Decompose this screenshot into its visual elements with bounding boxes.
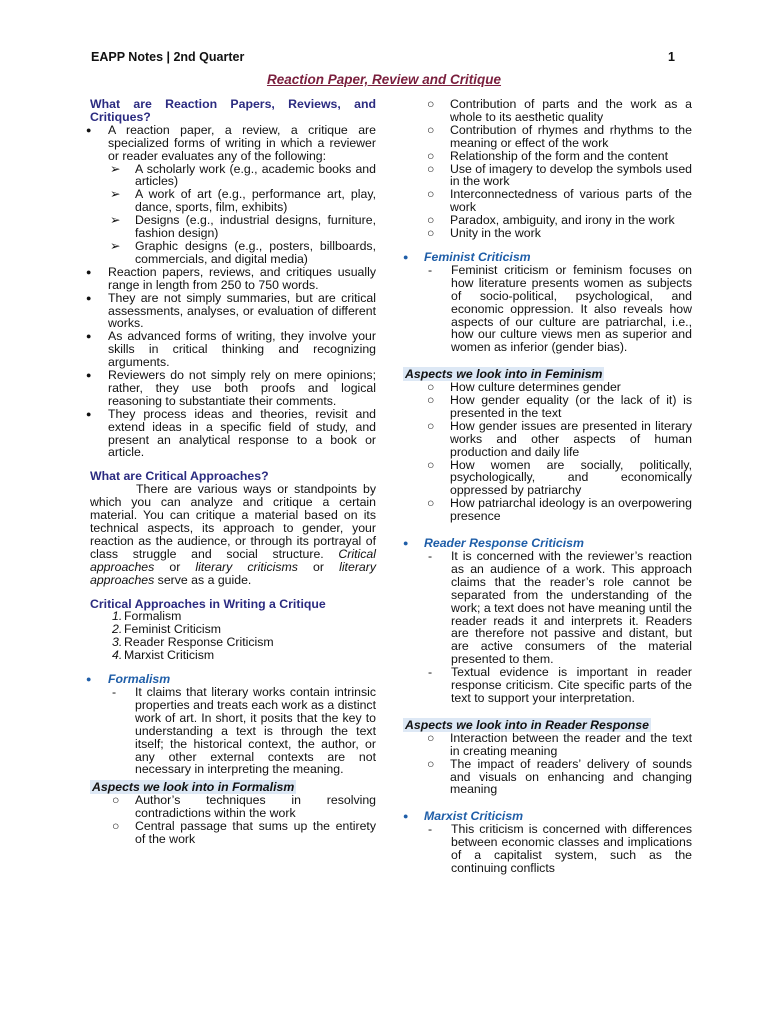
list-item-text: Use of imagery to develop the symbols used in the work <box>450 161 692 189</box>
circle-bullet-icon: ○ <box>427 213 435 228</box>
arrow-bullet-icon: ➢ <box>110 238 121 253</box>
circle-bullet-icon: ○ <box>427 97 435 111</box>
list-item <box>90 820 376 846</box>
list-item <box>90 163 376 189</box>
list-item <box>403 227 692 240</box>
circle-bullet-icon: ○ <box>427 380 435 395</box>
bullet-icon: ● <box>86 124 92 135</box>
list-item-text: Formalism <box>124 609 182 624</box>
list-item-text: Contribution of rhymes and rhythms to the meaning or effect of the work <box>450 122 692 150</box>
paragraph-text: There are various ways or standpoints by which you can analyze and critique a certain material. You can critique a material based on its technical aspects, its approach to gender, your reaction as the audience, or through its portrayal of class struggle and social structure. <box>90 482 376 561</box>
list-item-text: They process ideas and theories, revisit and extend ideas in a specific field of study, and present an analytical response to a book or article. <box>108 406 376 460</box>
list-item-text: How culture determines gender <box>450 380 621 395</box>
list-item <box>403 459 692 498</box>
circle-bullet-icon: ○ <box>427 122 435 137</box>
list-item <box>86 290 376 331</box>
circle-bullet-icon: ○ <box>427 226 435 241</box>
circle-bullet-icon: ○ <box>427 730 435 745</box>
bullet-icon: ● <box>86 331 92 342</box>
section-heading-critical-approaches: What are Critical Approaches? <box>90 469 269 484</box>
list-item <box>403 420 692 459</box>
arrow-bullet-icon: ➢ <box>110 161 121 176</box>
bullet-icon: ● <box>403 538 409 549</box>
circle-bullet-icon: ○ <box>427 756 435 771</box>
list-item <box>86 368 376 408</box>
circle-bullet-icon: ○ <box>427 161 435 176</box>
list-item-text: It claims that literary works contain intrinsic properties and treats each work as a distinct work of art. In short, it posits that the key to understanding a text is through the text itself; the historical context, the author, or any other external contexts are not necessary in interpreting the meaning. <box>135 684 376 777</box>
list-item-text: Unity in the work <box>450 226 541 241</box>
bullet-icon: ● <box>86 674 92 685</box>
term-literary-approaches: literary approaches <box>90 559 376 587</box>
circle-bullet-icon: ○ <box>112 819 120 834</box>
list-item <box>403 758 692 797</box>
term-literary-criticisms: literary criticisms <box>195 559 298 574</box>
list-item-text: Paradox, ambiguity, and irony in the work <box>450 213 675 228</box>
section-heading-reaction-papers: What are Reaction Papers, Reviews, and Critiques? <box>90 97 376 124</box>
list-item <box>90 794 376 820</box>
list-item <box>403 732 692 758</box>
circle-bullet-icon: ○ <box>112 793 120 808</box>
list-item-text: A scholarly work (e.g., academic books and articles) <box>135 161 376 189</box>
list-item <box>403 666 692 705</box>
arrow-bullet-icon: ➢ <box>110 213 121 228</box>
critical-approaches-paragraph <box>90 483 376 586</box>
list-item <box>86 122 376 163</box>
left-column <box>86 97 376 846</box>
bullet-icon: ● <box>86 370 92 381</box>
bullet-icon: ● <box>86 408 92 419</box>
list-item-text: They are not simply summaries, but are critical assessments, analyses, or evaluation of different works. <box>108 290 376 331</box>
list-item <box>403 214 692 227</box>
list-item-text: The impact of readers’ delivery of sounds and visuals on enhancing and changing meaning <box>450 756 692 797</box>
highlighted-heading: Aspects we look into in Feminism <box>405 367 603 382</box>
section-heading-approaches-list: Critical Approaches in Writing a Critique <box>90 596 326 611</box>
list-item-text: Interaction between the reader and the text in creating meaning <box>450 730 692 758</box>
list-item <box>86 329 376 370</box>
list-item-text: Contribution of parts and the work as a whole to its aesthetic quality <box>450 97 692 124</box>
list-item-text: Textual evidence is important in reader response criticism. Cite specific parts of the text to support your interpretation. <box>451 665 692 705</box>
list-item <box>90 686 376 776</box>
list-item-text: Reaction papers, reviews, and critiques usually range in length from 250 to 750 words. <box>108 264 376 292</box>
list-item-text: How gender equality (or the lack of it) is presented in the text <box>450 393 692 420</box>
bullet-icon: ● <box>86 266 92 277</box>
list-item-text: Author’s techniques in resolving contradictions within the work <box>135 793 376 821</box>
page-header-title: EAPP Notes | 2nd Quarter <box>91 50 245 64</box>
circle-bullet-icon: ○ <box>427 187 435 202</box>
list-item <box>90 188 376 214</box>
arrow-bullet-icon: ➢ <box>110 187 121 202</box>
dash-bullet-icon: - <box>112 684 117 699</box>
list-item <box>403 163 692 189</box>
dash-bullet-icon: - <box>428 549 433 563</box>
list-number: 4. <box>112 648 123 663</box>
dash-bullet-icon: - <box>428 665 433 680</box>
list-item-text: How women are socially, politically, psychologically, and economically oppressed by patriarchy <box>450 457 692 498</box>
heading-text: Reader Response Criticism <box>424 536 584 551</box>
list-number: 1. <box>112 609 123 624</box>
paragraph-text: or <box>154 559 196 574</box>
dash-bullet-icon: - <box>428 262 433 277</box>
term-critical-approaches: Critical approaches <box>90 546 376 574</box>
list-item-text: Central passage that sums up the entirety of the work <box>135 819 376 846</box>
list-item <box>403 188 692 214</box>
circle-bullet-icon: ○ <box>427 393 435 408</box>
list-item-text: Marxist Criticism <box>124 648 215 663</box>
dash-bullet-icon: - <box>428 822 433 837</box>
list-number: 2. <box>112 622 123 637</box>
list-item <box>90 214 376 240</box>
list-item <box>403 124 692 150</box>
list-item-text: A reaction paper, a review, a critique are specialized forms of writing in which a reviewer or reader evaluates any of the following: <box>108 122 376 163</box>
list-item-text: A work of art (e.g., performance art, play, dance, sports, film, exhibits) <box>135 187 376 215</box>
circle-bullet-icon: ○ <box>427 496 435 511</box>
list-item-text: Feminist Criticism <box>124 622 222 637</box>
circle-bullet-icon: ○ <box>427 418 435 433</box>
right-column <box>403 98 692 875</box>
list-item-text: Interconnectedness of various parts of the work <box>450 187 692 215</box>
paragraph-text: serve as a guide. <box>154 572 252 587</box>
highlighted-heading: Aspects we look into in Reader Response <box>405 717 649 732</box>
list-item-text: How gender issues are presented in literary works and other aspects of human production and daily life <box>450 418 692 459</box>
list-item-text: This criticism is concerned with differences between economic classes and implications of a capitalist system, such as the continuing conflicts <box>451 822 692 875</box>
paragraph-text: or <box>297 559 340 574</box>
list-item-text: Designs (e.g., industrial designs, furniture, fashion design) <box>135 213 376 241</box>
bullet-icon: ● <box>403 811 409 822</box>
list-item-text: Relationship of the form and the content <box>450 148 669 163</box>
list-item-text: It is concerned with the reviewer’s reaction as an audience of a work. This approach claims that the reader’s role cannot be separated from the understanding of the work; a text does not have meaning until the reader reads it and interprets it. Readers are therefore not passive and distant, but are active consumers of the material presented to them. <box>451 549 692 667</box>
list-item <box>403 550 692 666</box>
list-item <box>403 823 692 875</box>
list-item <box>403 98 692 124</box>
circle-bullet-icon: ○ <box>427 148 435 163</box>
list-item-text: Feminist criticism or feminism focuses on how literature presents women as subjects of socio-political, psychological, and economic oppression. It also reveals how aspects of our culture are patriarchal, i.e., how our culture views men as superior and women as inferior (gender bias). <box>451 262 692 355</box>
bullet-icon: ● <box>403 251 409 262</box>
circle-bullet-icon: ○ <box>427 457 435 472</box>
list-item <box>403 264 692 354</box>
list-item <box>90 240 376 266</box>
page-number: 1 <box>668 50 675 64</box>
bullet-icon: ● <box>86 292 92 303</box>
list-item <box>403 497 692 523</box>
list-item-text: Graphic designs (e.g., posters, billboards, commercials, and digital media) <box>135 238 376 266</box>
heading-text: Feminist Criticism <box>424 249 531 264</box>
list-item-text: How patriarchal ideology is an overpowering presence <box>450 496 692 524</box>
document-title: Reaction Paper, Review and Critique <box>266 72 502 87</box>
list-item <box>86 406 376 460</box>
list-item-text: As advanced forms of writing, they involve your skills in critical thinking and recognizing arguments. <box>108 329 376 370</box>
heading-text: Formalism <box>108 672 171 687</box>
list-item <box>403 394 692 420</box>
highlighted-heading: Aspects we look into in Formalism <box>92 780 295 795</box>
heading-text: Marxist Criticism <box>424 809 524 824</box>
list-item <box>90 649 376 662</box>
list-item-text: Reader Response Criticism <box>124 635 274 650</box>
list-item <box>86 264 376 292</box>
list-item-text: Reviewers do not simply rely on mere opinions; rather, they use both proofs and logical reasoning to substantiate their comments. <box>108 368 376 408</box>
list-number: 3. <box>112 635 123 650</box>
